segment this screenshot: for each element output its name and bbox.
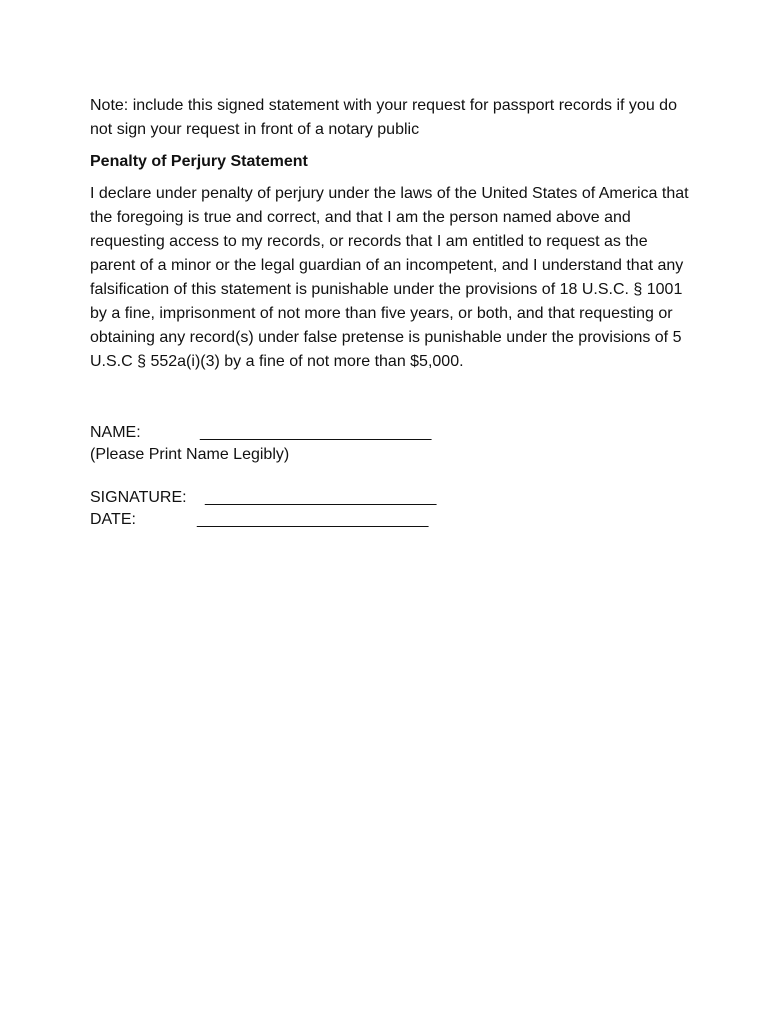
date-line[interactable]: __________________________ <box>197 511 429 528</box>
signature-label: SIGNATURE: <box>90 489 187 506</box>
document-body <box>90 94 690 374</box>
name-hint: (Please Print Name Legibly) <box>90 446 290 463</box>
name-label: NAME: <box>90 424 141 441</box>
name-row <box>90 422 690 444</box>
date-row <box>90 509 690 531</box>
section-heading: Penalty of Perjury Statement <box>90 153 308 170</box>
signature-form <box>90 422 690 531</box>
signature-line[interactable]: __________________________ <box>205 489 437 506</box>
name-line[interactable]: __________________________ <box>200 424 432 441</box>
declaration-paragraph: I declare under penalty of perjury under the laws of the United States of America that the foregoing is true and correct, and that I am the person named above and requesting access to my records, or records that I am entitled to request as the parent of a minor or the legal guardian of an incompetent, and I understand that any falsification of this statement is punishable under the provisions of 18 U.S.C. § 1001 by a fine, imprisonment of not more than five years, or both, and that requesting or obtaining any record(s) under false pretense is punishable under the provisions of 5 U.S.C § 552a(i)(3) by a fine of not more than $5,000. <box>90 185 689 370</box>
date-label: DATE: <box>90 511 136 528</box>
signature-row <box>90 487 690 509</box>
note-paragraph: Note: include this signed statement with your request for passport records if you do not sign your request in front of a notary public <box>90 97 677 138</box>
name-hint-row <box>90 444 690 466</box>
